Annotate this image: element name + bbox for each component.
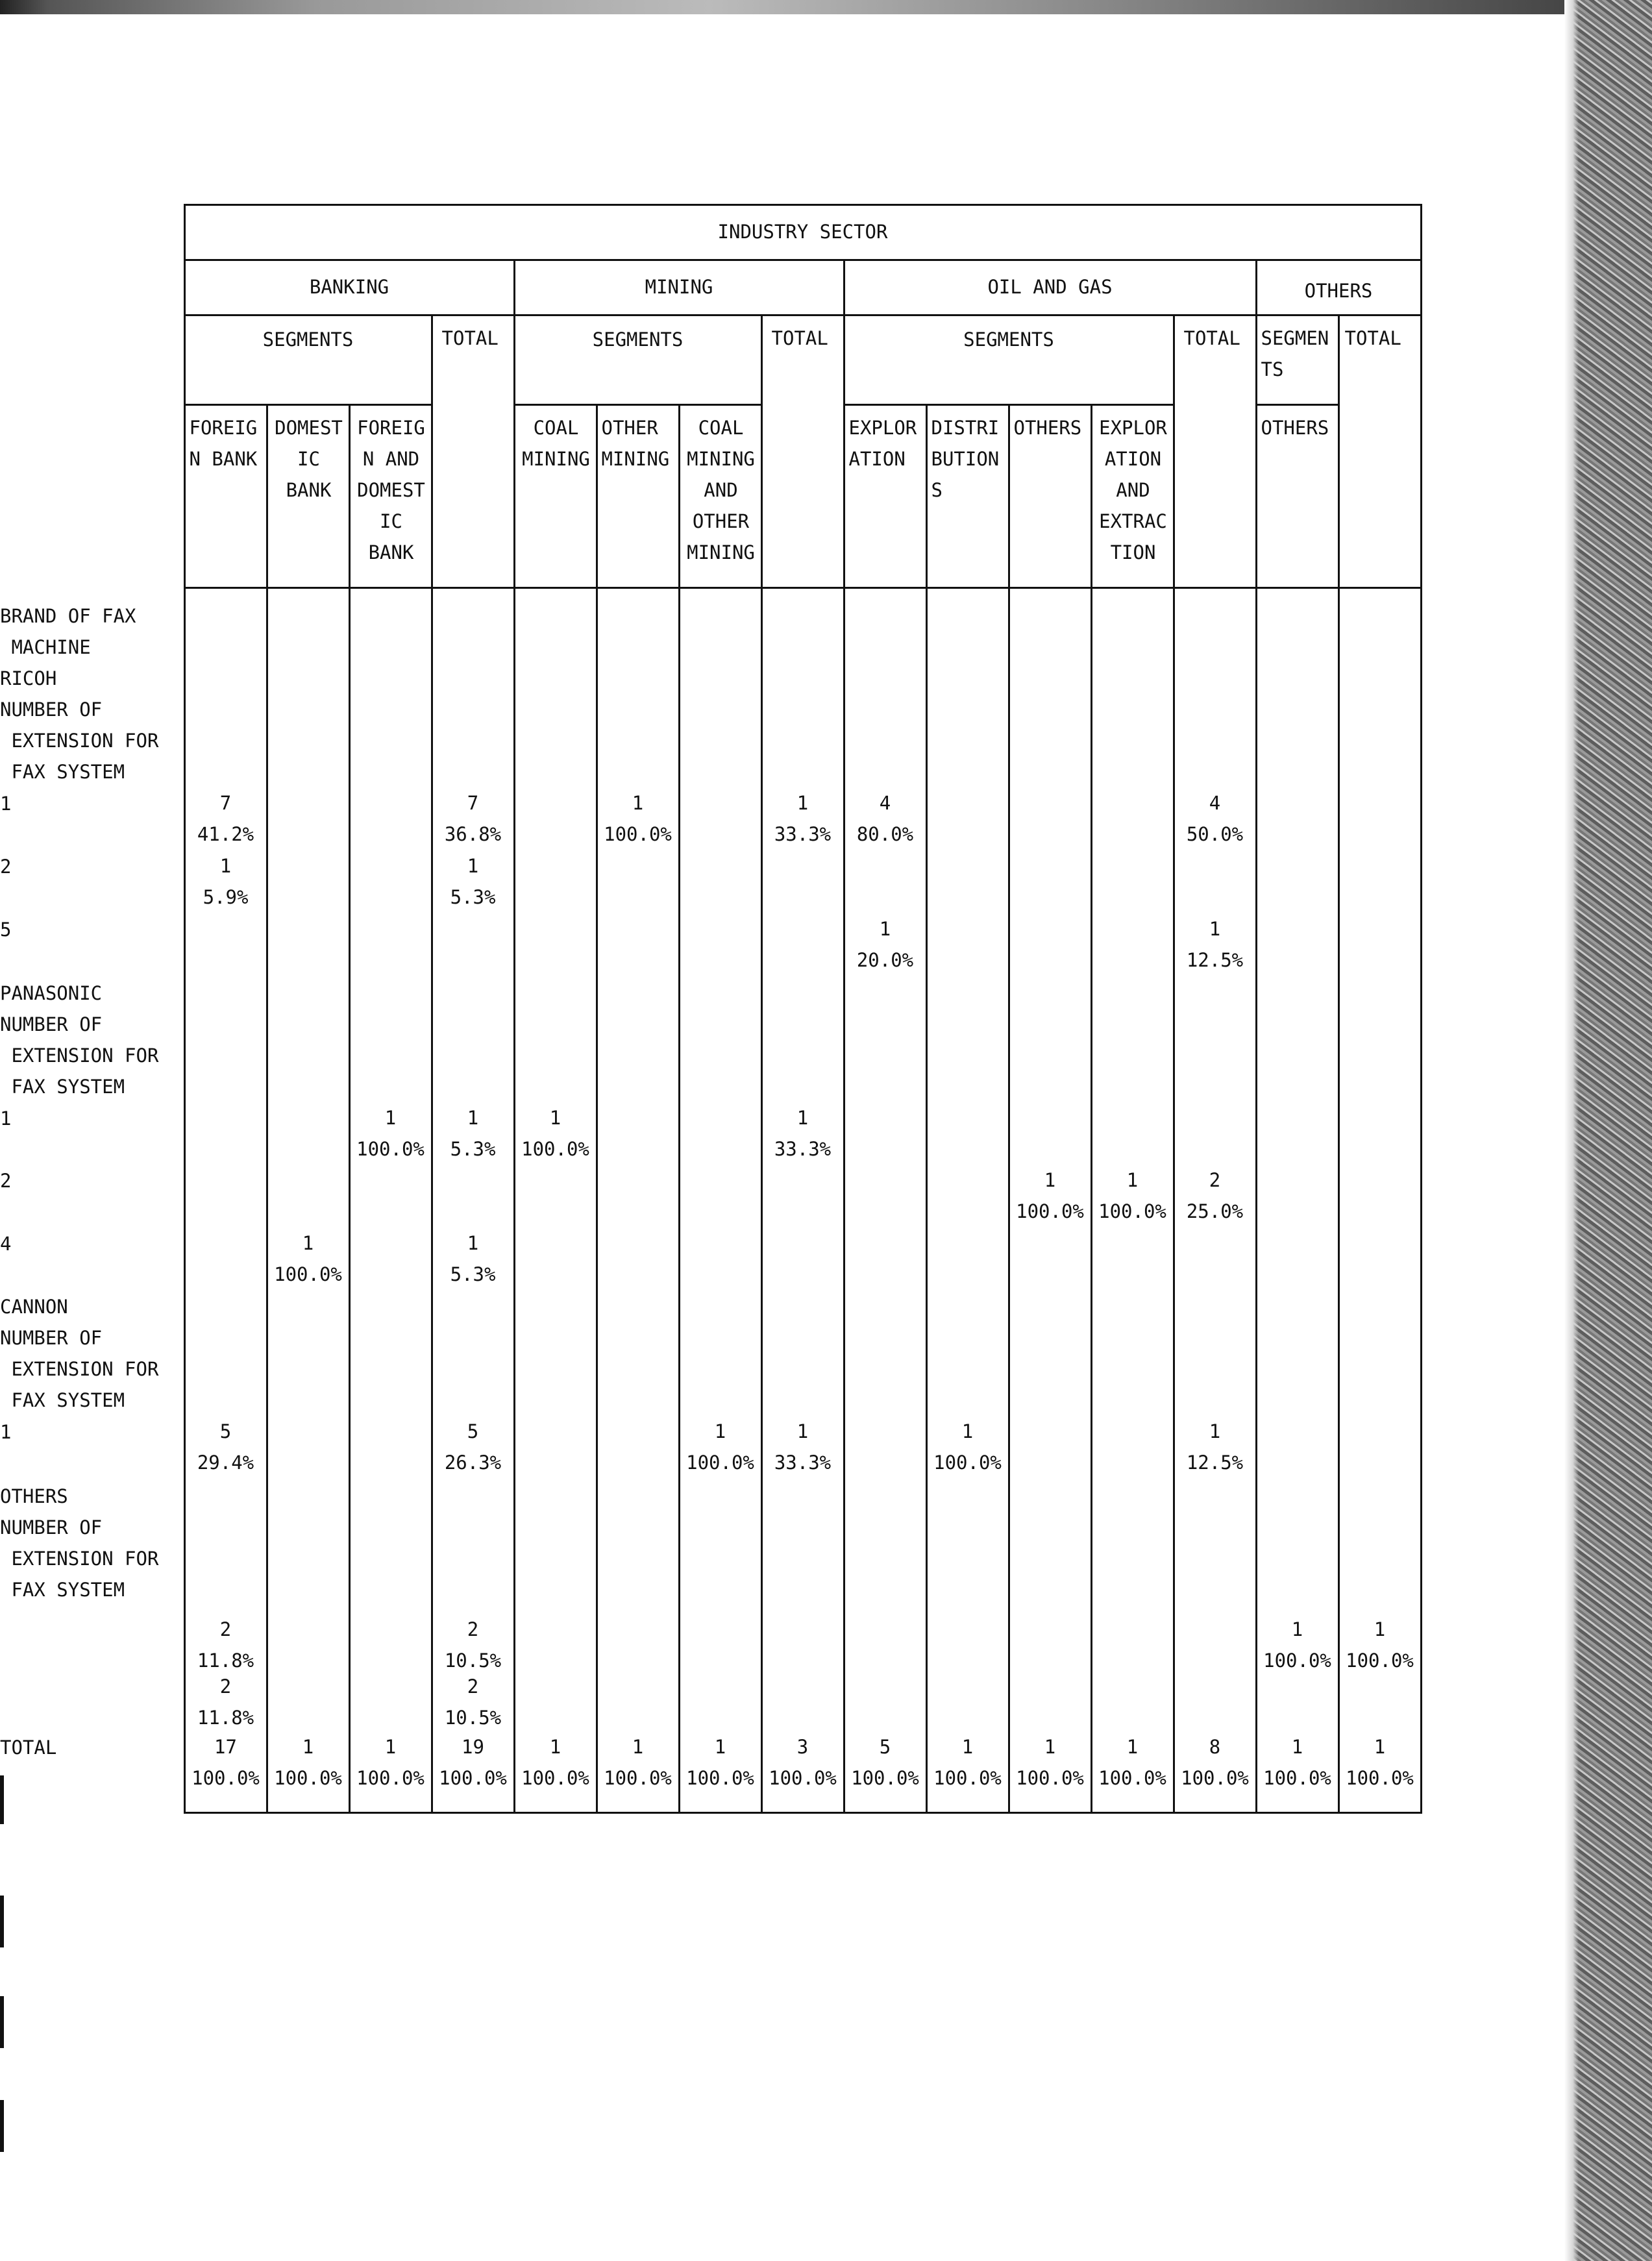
col-foreign-bank: FOREIG N BANK bbox=[184, 405, 267, 588]
row-label: NUMBER OF bbox=[0, 1516, 103, 1538]
row-label: CANNON bbox=[0, 1295, 68, 1318]
col-oil-gas-others: OTHERS bbox=[1009, 405, 1091, 588]
table-cell-value: 5 26.3% bbox=[444, 1420, 502, 1474]
table-cell-value: 17 100.0% bbox=[191, 1736, 260, 1789]
row-label: 1 bbox=[0, 1107, 12, 1130]
row-label: 5 bbox=[0, 918, 12, 941]
row-label: FAX SYSTEM bbox=[0, 1389, 125, 1411]
row-label: NUMBER OF bbox=[0, 698, 103, 721]
table-cell-value: 7 41.2% bbox=[197, 792, 254, 845]
table-cell-value: 1 100.0% bbox=[521, 1107, 589, 1160]
others-total-header: TOTAL bbox=[1338, 315, 1421, 588]
table-cell-value: 1 100.0% bbox=[274, 1232, 342, 1285]
row-label: TOTAL bbox=[0, 1736, 57, 1759]
body-col bbox=[679, 588, 761, 1813]
table-cell-value: 1 33.3% bbox=[774, 792, 832, 845]
row-label: BRAND OF FAX bbox=[0, 604, 136, 627]
table-cell-value: 4 50.0% bbox=[1186, 792, 1244, 845]
table-cell-value: 1 100.0% bbox=[356, 1107, 425, 1160]
table-cell-value: 5 100.0% bbox=[851, 1736, 919, 1789]
row-label: PANASONIC bbox=[0, 982, 103, 1004]
sector-others: OTHERS bbox=[1256, 260, 1421, 315]
body-col bbox=[761, 588, 844, 1813]
col-domestic-bank: DOMEST IC BANK bbox=[267, 405, 349, 588]
sector-mining: MINING bbox=[514, 260, 844, 315]
row-label: EXTENSION FOR bbox=[0, 1357, 159, 1380]
banking-total-header: TOTAL bbox=[432, 315, 514, 588]
table-cell-value: 1 100.0% bbox=[933, 1420, 1002, 1474]
row-label: RICOH bbox=[0, 667, 57, 689]
table-cell-value: 8 100.0% bbox=[1181, 1736, 1249, 1789]
mining-total-header: TOTAL bbox=[761, 315, 844, 588]
scan-top-edge bbox=[0, 0, 1577, 14]
row-labels-cell bbox=[0, 588, 184, 1813]
row-label: FAX SYSTEM bbox=[0, 1075, 125, 1098]
table-cell-value: 1 100.0% bbox=[1263, 1618, 1331, 1672]
table-cell-value: 1 100.0% bbox=[356, 1736, 425, 1789]
body-col bbox=[267, 588, 349, 1813]
row-label: EXTENSION FOR bbox=[0, 1044, 159, 1067]
row-label-header bbox=[0, 205, 184, 588]
table-cell-value: 3 100.0% bbox=[769, 1736, 837, 1789]
col-exploration-and-extraction: EXPLOR ATION AND EXTRAC TION bbox=[1091, 405, 1174, 588]
col-exploration: EXPLOR ATION bbox=[844, 405, 926, 588]
table-cell-value: 1 100.0% bbox=[933, 1736, 1002, 1789]
body-col bbox=[597, 588, 679, 1813]
row-label: EXTENSION FOR bbox=[0, 729, 159, 752]
table-cell-value: 2 11.8% bbox=[197, 1675, 254, 1729]
row-label: MACHINE bbox=[0, 636, 91, 658]
col-others-segment: OTHERS bbox=[1256, 405, 1338, 588]
oil-gas-segments-header: SEGMENTS bbox=[844, 315, 1174, 405]
col-other-mining: OTHER MINING bbox=[597, 405, 679, 588]
row-label: FAX SYSTEM bbox=[0, 1578, 125, 1601]
margin-mark bbox=[0, 2100, 4, 2152]
table-cell-value: 1 100.0% bbox=[604, 792, 672, 845]
row-label: 1 bbox=[0, 792, 12, 815]
table-cell-value: 1 100.0% bbox=[1346, 1618, 1414, 1672]
table-cell-value: 1 5.3% bbox=[450, 1107, 496, 1160]
body-col bbox=[349, 588, 432, 1813]
row-label: 2 bbox=[0, 855, 12, 878]
banking-segments-header: SEGMENTS bbox=[184, 315, 432, 405]
table-cell-value: 1 12.5% bbox=[1186, 1420, 1244, 1474]
table-cell-value: 1 100.0% bbox=[521, 1736, 589, 1789]
table-cell-value: 19 100.0% bbox=[439, 1736, 507, 1789]
margin-mark bbox=[0, 1996, 4, 2048]
sector-oil-gas: OIL AND GAS bbox=[844, 260, 1256, 315]
table-cell-value: 2 10.5% bbox=[444, 1618, 502, 1672]
body-col bbox=[844, 588, 926, 1813]
col-coal-and-other-mining: COAL MINING AND OTHER MINING bbox=[679, 405, 761, 588]
body-col bbox=[514, 588, 597, 1813]
table-cell-value: 1 100.0% bbox=[604, 1736, 672, 1789]
mining-segments-header: SEGMENTS bbox=[514, 315, 761, 405]
others-segments-header: SEGMEN TS bbox=[1256, 315, 1338, 405]
table-cell-value: 1 100.0% bbox=[1016, 1169, 1084, 1222]
row-label: 2 bbox=[0, 1169, 12, 1192]
table-cell-value: 2 10.5% bbox=[444, 1675, 502, 1729]
table-cell-value: 1 33.3% bbox=[774, 1420, 832, 1474]
row-label: NUMBER OF bbox=[0, 1013, 103, 1035]
table-cell-value: 1 100.0% bbox=[1263, 1736, 1331, 1789]
table-cell-value: 1 5.9% bbox=[203, 855, 249, 908]
table-cell-value: 1 100.0% bbox=[686, 1736, 754, 1789]
col-foreign-and-domestic-bank: FOREIG N AND DOMEST IC BANK bbox=[349, 405, 432, 588]
oil-gas-total-header: TOTAL bbox=[1174, 315, 1256, 588]
table-cell-value: 5 29.4% bbox=[197, 1420, 254, 1474]
table-cell-value: 2 25.0% bbox=[1186, 1169, 1244, 1222]
row-label: OTHERS bbox=[0, 1485, 68, 1507]
row-label: 4 bbox=[0, 1232, 12, 1255]
table-cell-value: 1 100.0% bbox=[274, 1736, 342, 1789]
table-cell-value: 1 100.0% bbox=[1098, 1736, 1166, 1789]
table-cell-value: 1 20.0% bbox=[856, 918, 914, 971]
table-cell-value: 1 100.0% bbox=[686, 1420, 754, 1474]
row-label: NUMBER OF bbox=[0, 1326, 103, 1349]
col-coal-mining: COAL MINING bbox=[514, 405, 597, 588]
table-cell-value: 4 80.0% bbox=[856, 792, 914, 845]
table-cell-value: 1 100.0% bbox=[1346, 1736, 1414, 1789]
table-cell-value: 1 100.0% bbox=[1098, 1169, 1166, 1222]
scan-right-edge bbox=[1564, 0, 1652, 2261]
body-col bbox=[926, 588, 1009, 1813]
industry-sector-table bbox=[0, 204, 1422, 1814]
col-distributions: DISTRI BUTION S bbox=[926, 405, 1009, 588]
table-cell-value: 1 100.0% bbox=[1016, 1736, 1084, 1789]
margin-mark bbox=[0, 1896, 4, 1947]
row-label: 1 bbox=[0, 1420, 12, 1443]
sector-banking: BANKING bbox=[184, 260, 514, 315]
row-label: EXTENSION FOR bbox=[0, 1547, 159, 1570]
table-cell-value: 2 11.8% bbox=[197, 1618, 254, 1672]
table-cell-value: 1 12.5% bbox=[1186, 918, 1244, 971]
table-cell-value: 1 33.3% bbox=[774, 1107, 832, 1160]
table-cell-value: 1 5.3% bbox=[450, 855, 496, 908]
table-cell-value: 7 36.8% bbox=[444, 792, 502, 845]
table-cell-value: 1 5.3% bbox=[450, 1232, 496, 1285]
industry-sector-title: INDUSTRY SECTOR bbox=[184, 205, 1421, 260]
row-label: FAX SYSTEM bbox=[0, 760, 125, 783]
